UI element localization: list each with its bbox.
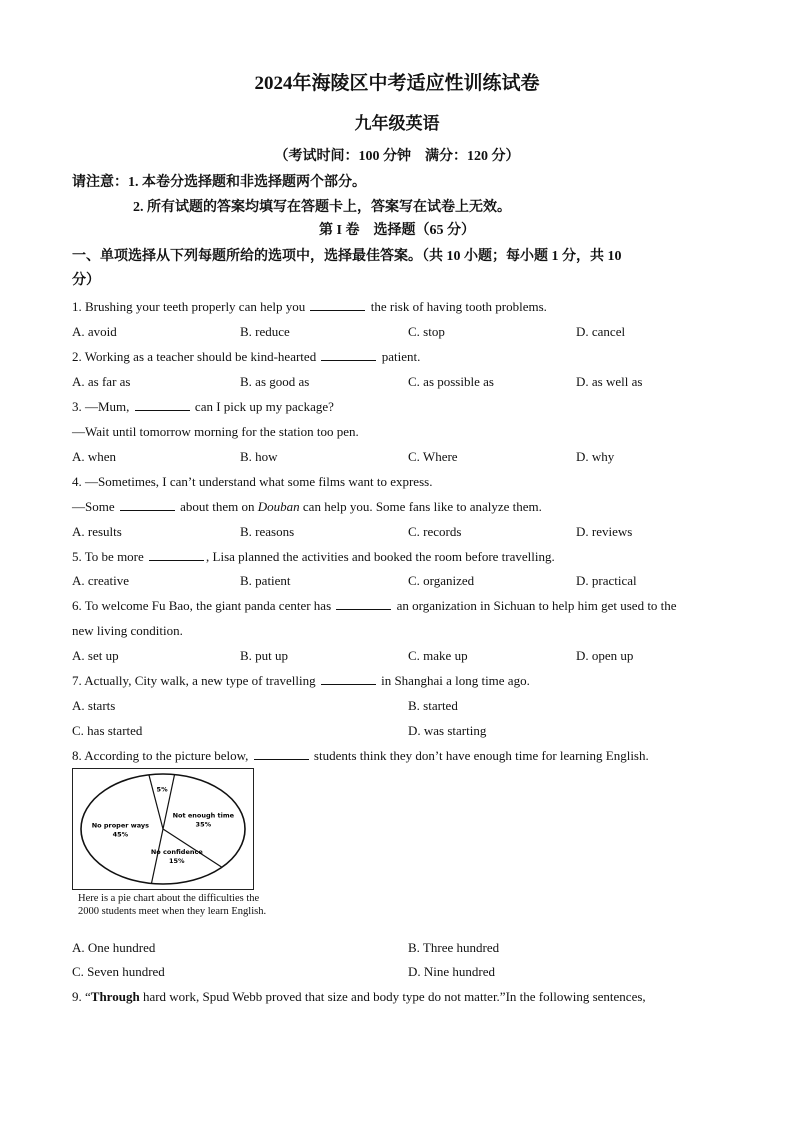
instructions-line-2: 分） <box>72 273 100 288</box>
question-7: 7. Actually, City walk, a new type of travelling in Shanghai a long time ago. <box>72 673 530 688</box>
option-6b[interactable]: B. put up <box>240 648 289 663</box>
option-1b[interactable]: B. reduce <box>240 324 290 339</box>
option-6d[interactable]: D. open up <box>576 648 634 663</box>
question-5: 5. To be more , Lisa planned the activities and booked the room before travelling. <box>72 549 555 564</box>
question-6: 6. To welcome Fu Bao, the giant panda center has an organization in Sichuan to help him get used to the <box>72 598 677 613</box>
answer-blank[interactable] <box>120 499 175 511</box>
option-3b[interactable]: B. how <box>240 449 278 464</box>
answer-blank[interactable] <box>254 748 309 760</box>
question-4: 4. —Sometimes, I can’t understand what some films want to express. <box>72 474 433 489</box>
question-3-reply: —Wait until tomorrow morning for the station too pen. <box>72 424 359 439</box>
answer-blank[interactable] <box>310 299 365 311</box>
option-3c[interactable]: C. Where <box>408 449 458 464</box>
option-6a[interactable]: A. set up <box>72 648 119 663</box>
chart-caption: Here is a pie chart about the difficulties the 2000 students meet when they learn English. <box>78 893 267 917</box>
question-6-cont: new living condition. <box>72 623 183 638</box>
pie-slice-label: Not enough time 35% <box>172 811 235 829</box>
option-7a[interactable]: A. starts <box>72 698 116 713</box>
subject-title: 九年级英语 <box>354 114 440 133</box>
pie-chart <box>73 769 253 889</box>
answer-blank[interactable] <box>336 598 391 610</box>
question-9: 9. “Through hard work, Spud Webb proved that size and body type do not matter.”In the following sentences, <box>72 989 646 1004</box>
option-4c[interactable]: C. records <box>408 524 462 539</box>
answer-blank[interactable] <box>321 673 376 685</box>
question-8: 8. According to the picture below, students think they don’t have enough time for learning English. <box>72 748 649 763</box>
note-line-1 <box>72 174 366 191</box>
question-4-reply: —Some about them on Douban can help you. Some fans like to analyze them. <box>72 499 542 514</box>
option-7d[interactable]: D. was starting <box>408 723 487 738</box>
exam-title: 2024年海陵区中考适应性训练试卷 <box>254 73 540 94</box>
option-4a[interactable]: A. results <box>72 524 122 539</box>
pie-slice-label: 5% <box>156 785 168 794</box>
note-2: 2. 所有试题的答案均填写在答题卡上，答案写在试卷上无效。 <box>133 200 511 215</box>
time-info: （考试时间：100 分钟 满分：120 分） <box>274 149 520 164</box>
option-1c[interactable]: C. stop <box>408 324 445 339</box>
option-7c[interactable]: C. has started <box>72 723 143 738</box>
answer-blank[interactable] <box>149 549 204 561</box>
instructions-line-1: 一、单项选择从下列每题所给的选项中，选择最佳答案。（共 10 小题；每小题 1 分，共 10 <box>72 249 622 264</box>
question-2: 2. Working as a teacher should be kind-hearted patient. <box>72 349 421 364</box>
pie-slice-label: No confidence 15% <box>150 848 203 866</box>
pie-slice-label: No proper ways 45% <box>91 821 150 839</box>
part-title: 第 I 卷 选择题（65 分） <box>319 223 475 238</box>
question-3: 3. —Mum, can I pick up my package? <box>72 399 334 414</box>
option-2c[interactable]: C. as possible as <box>408 374 494 389</box>
option-8c[interactable]: C. Seven hundred <box>72 964 165 979</box>
option-8a[interactable]: A. One hundred <box>72 940 156 955</box>
answer-blank[interactable] <box>321 349 376 361</box>
option-1d[interactable]: D. cancel <box>576 324 626 339</box>
question-1: 1. Brushing your teeth properly can help you the risk of having tooth problems. <box>72 299 547 314</box>
option-2d[interactable]: D. as well as <box>576 374 643 389</box>
answer-blank[interactable] <box>135 399 190 411</box>
note-label: 请注意： <box>72 175 128 190</box>
option-4b[interactable]: B. reasons <box>240 524 295 539</box>
option-5d[interactable]: D. practical <box>576 573 637 588</box>
option-2b[interactable]: B. as good as <box>240 374 310 389</box>
option-4d[interactable]: D. reviews <box>576 524 633 539</box>
option-2a[interactable]: A. as far as <box>72 374 131 389</box>
pie-chart-figure <box>72 768 254 890</box>
option-3d[interactable]: D. why <box>576 449 615 464</box>
option-3a[interactable]: A. when <box>72 449 117 464</box>
option-1a[interactable]: A. avoid <box>72 324 117 339</box>
option-7b[interactable]: B. started <box>408 698 458 713</box>
option-5a[interactable]: A. creative <box>72 573 130 588</box>
option-5b[interactable]: B. patient <box>240 573 291 588</box>
option-8d[interactable]: D. Nine hundred <box>408 964 496 979</box>
option-6c[interactable]: C. make up <box>408 648 468 663</box>
note-1: 1. 本卷分选择题和非选择题两个部分。 <box>128 175 366 190</box>
option-5c[interactable]: C. organized <box>408 573 475 588</box>
option-8b[interactable]: B. Three hundred <box>408 940 500 955</box>
